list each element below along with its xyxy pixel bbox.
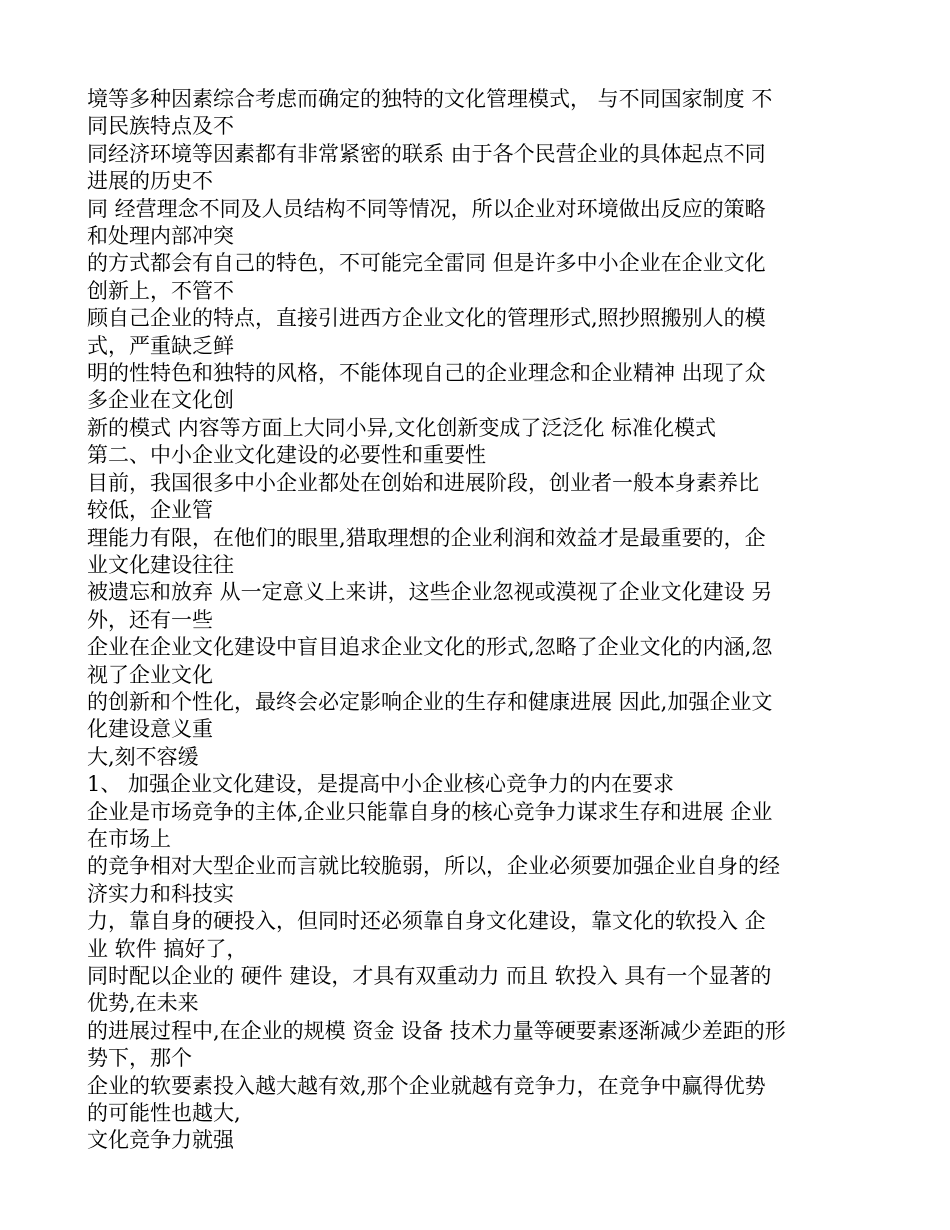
text-line: 目前，我国很多中小企业都处在创始和进展阶段，创业者一般本身素养比: [87, 470, 759, 495]
text-line: 外，还有一些: [87, 607, 213, 632]
text-line: 新的模式 内容等方面上大同小异,文化创新变成了泛泛化 标准化模式: [87, 415, 717, 440]
text-line: 企业在企业文化建设中盲目追求企业文化的形式,忽略了企业文化的内涵,忽: [87, 635, 773, 660]
text-line: 同民族特点及不: [87, 114, 234, 139]
text-line: 在市场上: [87, 826, 171, 851]
text-line: 文化竞争力就强: [87, 1128, 234, 1153]
text-line: 顾自己企业的特点，直接引进西方企业文化的管理形式,照抄照搬别人的模: [87, 306, 766, 331]
text-line: 视了企业文化: [87, 662, 213, 687]
text-line: 较低，企业管: [87, 498, 213, 523]
text-line: 的可能性也越大,: [87, 1101, 241, 1126]
text-line: 济实力和科技实: [87, 881, 234, 906]
text-line: 业文化建设往往: [87, 552, 234, 577]
text-line: 境等多种因素综合考虑而确定的独特的文化管理模式， 与不同国家制度 不: [87, 87, 773, 111]
text-line: 业 软件 搞好了，: [87, 936, 248, 961]
text-line: 势下，那个: [87, 1046, 192, 1071]
text-line: 大,刻不容缓: [87, 744, 199, 769]
text-line: 的竞争相对大型企业而言就比较脆弱，所以，企业必须要加强企业自身的经: [87, 854, 780, 879]
text-line: 进展的历史不: [87, 169, 213, 194]
section-heading: 第二、中小企业文化建设的必要性和重要性: [87, 443, 486, 468]
text-line: 企业是市场竞争的主体,企业只能靠自身的核心竞争力谋求生存和进展 企业: [87, 799, 773, 824]
text-line: 创新上，不管不: [87, 278, 234, 303]
text-line: 的方式都会有自己的特色，不可能完全雷同 但是许多中小企业在企业文化: [87, 251, 766, 276]
text-line: 式，严重缺乏鲜: [87, 333, 234, 358]
text-line: 化建设意义重: [87, 717, 213, 742]
text-line: 明的性特色和独特的风格，不能体现自己的企业理念和企业精神 出现了众: [87, 361, 766, 386]
text-line: 同 经营理念不同及人员结构不同等情况，所以企业对环境做出反应的策略: [87, 196, 766, 221]
text-line: 多企业在文化创: [87, 388, 234, 413]
text-line: 同经济环境等因素都有非常紧密的联系 由于各个民营企业的具体起点不同: [87, 141, 766, 166]
text-line: 的进展过程中,在企业的规模 资金 设备 技术力量等硬要素逐渐减少差距的形: [87, 1018, 786, 1043]
text-line: 和处理内部冲突: [87, 224, 234, 249]
text-line: 优势,在未来: [87, 991, 199, 1016]
text-line: 力，靠自身的硬投入，但同时还必须靠自身文化建设，靠文化的软投入 企: [87, 909, 766, 934]
text-line: 理能力有限，在他们的眼里,猎取理想的企业利润和效益才是最重要的，企: [87, 525, 766, 550]
text-line: 的创新和个性化，最终会必定影响企业的生存和健康进展 因此,加强企业文: [87, 689, 773, 714]
text-line: 被遗忘和放弃 从一定意义上来讲，这些企业忽视或漠视了企业文化建设 另: [87, 580, 773, 605]
text-line: 同时配以企业的 硬件 建设，才具有双重动力 而且 软投入 具有一个显著的: [87, 964, 772, 988]
text-line: 企业的软要素投入越大越有效,那个企业就越有竞争力，在竞争中赢得优势: [87, 1073, 766, 1098]
document-page: [87, 86, 862, 1155]
subsection-heading: 1、 加强企业文化建设，是提高中小企业核心竞争力的内在要求: [87, 772, 675, 797]
